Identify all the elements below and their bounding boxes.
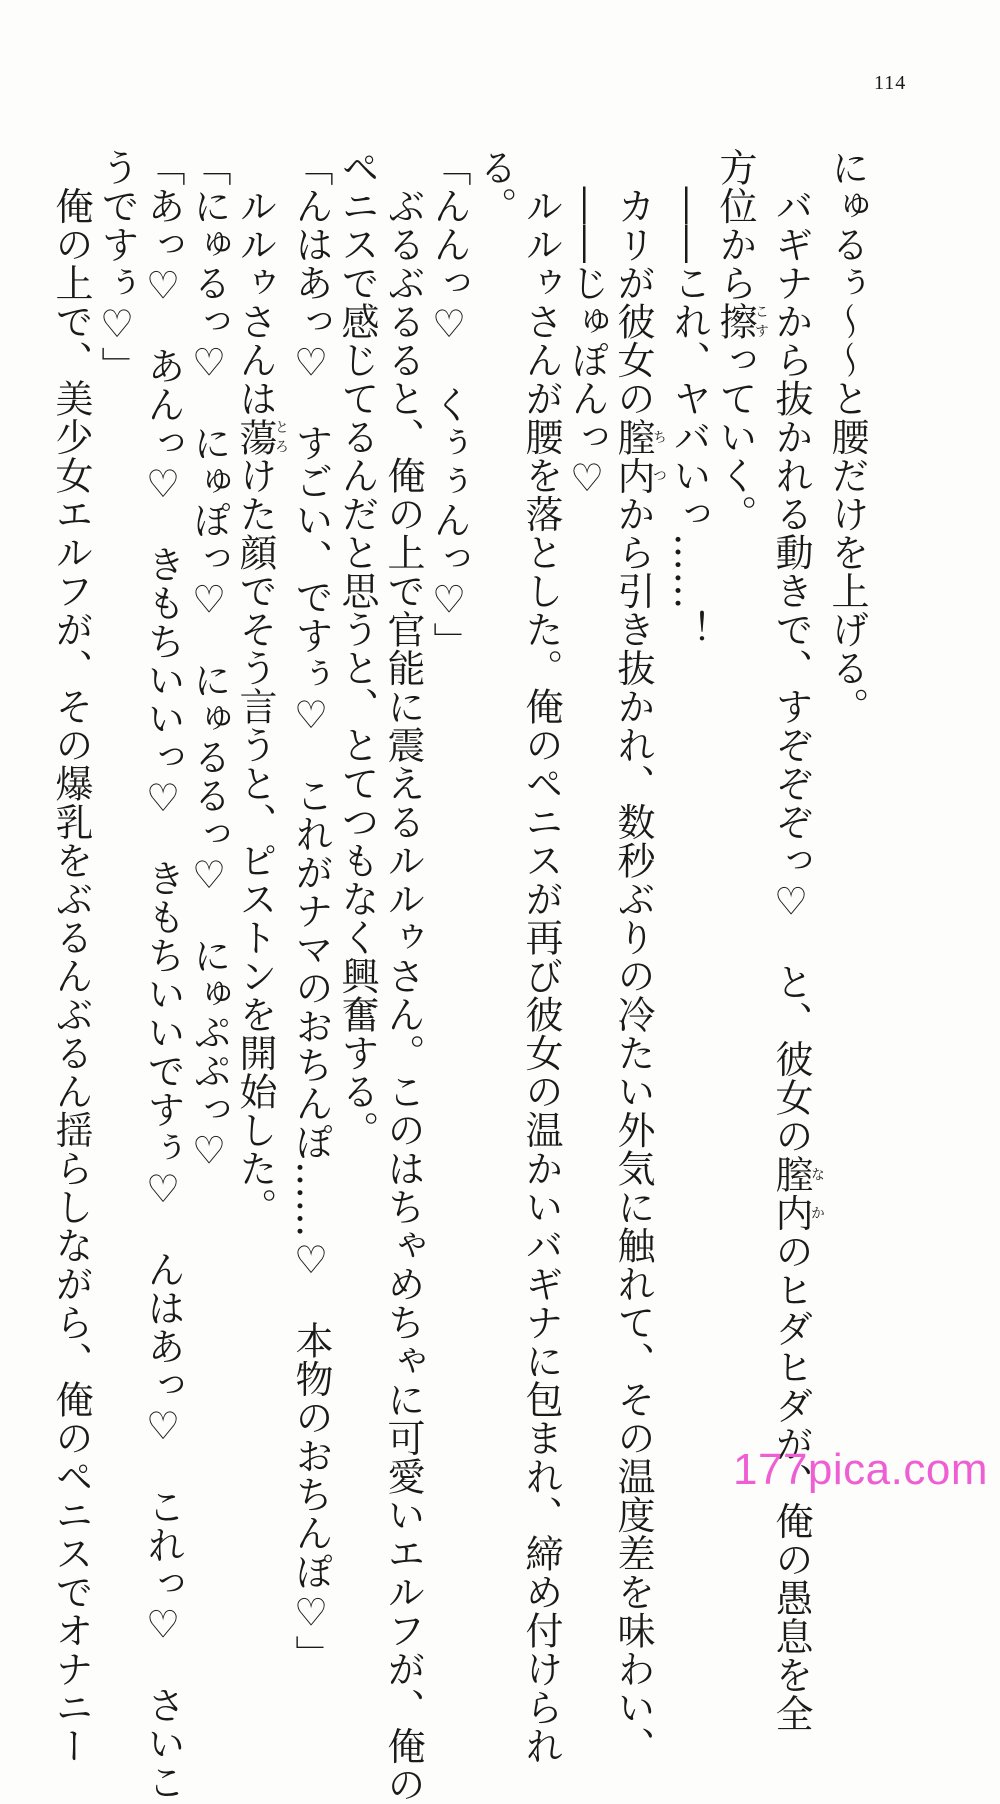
text-line: ペニスで感じてるんだと思うと、とてつもなく興奮する。	[335, 148, 379, 1149]
text-line: バギナから抜かれる動きで、すぞぞぞっ♡ と、彼女の膣内なかのヒダヒダが、俺の愚息を全	[769, 148, 825, 1733]
text-line: 方位から擦こすっていく。	[713, 148, 769, 533]
page-number: 114	[874, 72, 907, 94]
text-line: うですぅ♡」	[95, 148, 139, 385]
text-line: ――じゅぽんっ♡	[565, 148, 609, 501]
text-line: 「んはあっ♡ すごい、ですぅ♡ これがナマのおちんぽ……♡ 本物のおちんぽ♡」	[289, 148, 333, 1674]
ruby-annotation: 蕩とろ	[233, 417, 289, 456]
text-line: 「んんっ♡ くぅぅんっ♡」	[427, 148, 471, 661]
text-line: ルルゥさんは蕩とろけた顔でそう言うと、ピストンを開始した。	[233, 148, 289, 1226]
text-line: 「にゅるっ♡ にゅぽっ♡ にゅるるっ♡ にゅぷぷっ♡	[187, 148, 231, 1173]
ruby-annotation: 膣内ちつ	[611, 417, 667, 495]
ruby-annotation: 膣内なか	[769, 1155, 825, 1232]
text-line: ぶるぶるると、俺の上で官能に震えるルルゥさん。このはちゃめちゃに可愛いエルフが、俺の	[381, 148, 425, 1804]
text-line: 俺の上で、美少女エルフが、その爆乳をぶるんぶるん揺らしながら、俺のペニスでオナニー	[49, 148, 93, 1765]
text-line: ――これ、ヤバいっ……！	[667, 148, 711, 649]
text-line: カリが彼女の膣内ちつから引き抜かれ、数秒ぶりの冷たい外気に触れて、その温度差を味わい、	[611, 148, 667, 1765]
text-line: ルルゥさんが腰を落とした。俺のペニスが再び彼女の温かいバギナに包まれ、締め付けられ	[519, 148, 563, 1765]
watermark: 177pica.com	[733, 1445, 988, 1494]
text-line: 「あっ♡ あんっ♡ きもちいいっ♡ きもちいいですぅ♡ んはあっ♡ これっ♡ さいこ	[141, 148, 185, 1801]
text-line: にゅるぅ〜〜と腰だけを上げる。	[825, 148, 869, 726]
text-line: る。	[473, 148, 517, 225]
ruby-annotation: 擦こす	[713, 302, 769, 341]
